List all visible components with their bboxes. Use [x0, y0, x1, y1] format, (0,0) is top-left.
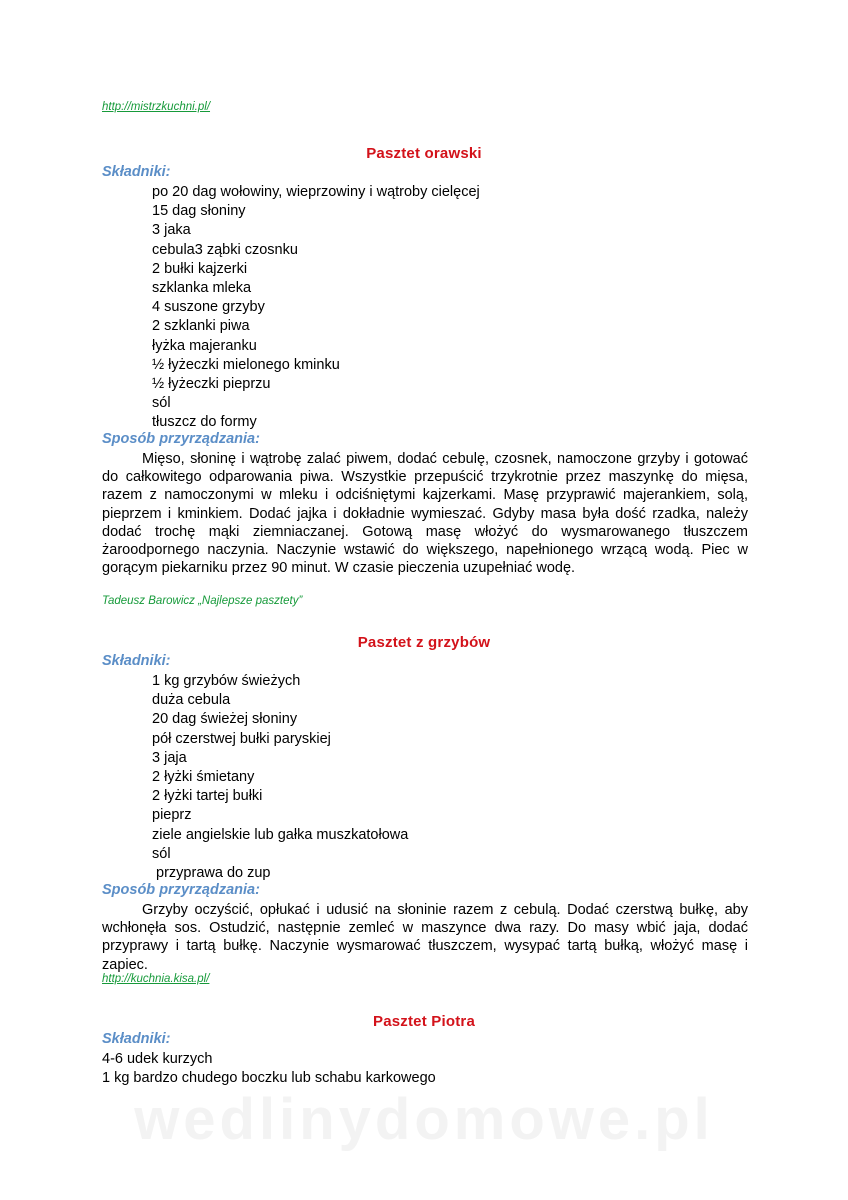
recipe-2-title: Pasztet z grzybów: [357, 634, 491, 651]
ingredient-item: 2 łyżki tartej bułki: [152, 788, 263, 805]
ingredient-item: 2 łyżki śmietany: [152, 768, 255, 785]
ingredient-item: 20 dag świeżej słoniny: [152, 711, 298, 728]
ingredient-item: pieprz: [152, 807, 192, 824]
ingredient-item: 1 kg grzybów świeżych: [152, 673, 301, 689]
ingredient-item: duża cebula: [152, 692, 231, 709]
recipe-2-method-text: Grzyby oczyścić, opłukać i udusić na słoninie razem z cebulą. Dodać czerstwą bułkę, aby wchłonęła sos. Ostudzić, następnie zemleć w maszynce dwa razy. Do masy wbić jaja, dodać przyprawy i tartą bułkę. Naczynie wysmarować tłuszczem, wysypać tartą bułką, włożyć masę i zapiec.: [102, 902, 748, 973]
recipe-2-method-label: Sposób przyrządzania:: [102, 882, 260, 898]
ingredient-item: przyprawa do zup: [152, 864, 271, 881]
ingredient-item: szklanka mleka: [152, 279, 252, 296]
ingredient-item: 4 suszone grzyby: [152, 299, 265, 316]
ingredient-item: 15 dag słoniny: [152, 203, 246, 220]
recipe-2-ingredients-label: Składniki:: [102, 653, 171, 669]
recipe-3-title: Pasztet Piotra: [373, 1013, 475, 1030]
recipe-3-ingredients-list: [102, 1050, 436, 1088]
recipe-1-method-label: Sposób przyrządzania:: [102, 431, 260, 447]
ingredient-item: pół czerstwej bułki paryskiej: [152, 730, 331, 747]
ingredient-item: po 20 dag wołowiny, wieprzowiny i wątroby cielęcej: [152, 184, 480, 200]
ingredient-item: sól: [152, 845, 171, 862]
ingredient-item: 2 bułki kajzerki: [152, 260, 248, 277]
ingredient-item: 3 jaka: [152, 222, 191, 239]
recipe-1-source: Tadeusz Barowicz „Najlepsze pasztety”: [102, 595, 303, 607]
ingredient-item: cebula3 ząbki czosnku: [152, 241, 298, 258]
ingredient-item: ½ łyżeczki pieprzu: [152, 375, 271, 392]
ingredient-item: ziele angielskie lub gałka muszkatołowa: [152, 826, 409, 843]
ingredient-item: 1 kg bardzo chudego boczku lub schabu karkowego: [102, 1070, 436, 1087]
ingredient-item: 3 jaja: [152, 749, 187, 766]
recipe-3-ingredients-label: Składniki:: [102, 1031, 171, 1047]
ingredient-item: tłuszcz do formy: [152, 414, 257, 431]
recipe-1-ingredients-label: Składniki:: [102, 164, 171, 180]
ingredient-item: 2 szklanki piwa: [152, 318, 250, 335]
ingredient-item: ½ łyżeczki mielonego kminku: [152, 356, 340, 373]
recipe-2-source-link[interactable]: http://kuchnia.kisa.pl/: [102, 973, 210, 985]
header-source-link[interactable]: http://mistrzkuchni.pl/: [102, 101, 211, 113]
ingredient-item: 4-6 udek kurzych: [102, 1051, 213, 1067]
ingredient-item: sól: [152, 395, 171, 412]
watermark: wedlinydomowe.pl: [134, 1087, 714, 1152]
recipe-1-ingredients-list: [152, 183, 480, 432]
recipe-1-title: Pasztet orawski: [366, 145, 482, 162]
ingredient-item: łyżka majeranku: [152, 337, 257, 354]
recipe-1-method-text: Mięso, słoninę i wątrobę zalać piwem, dodać cebulę, czosnek, namoczone grzyby i gotować do całkowitego odparowania piwa. Wszystkie przepuścić trzykrotnie przez maszynkę do mięsa, razem z namoczonymi w mleku i odciśniętymi kajzerkami. Masę przyprawić majerankiem, solą, pieprzem i kminkiem. Dodać jajka i dokładnie wymieszać. Gdyby masa była dość rzadka, należy dodać trochę mąki ziemniaczanej. Gotową masę włożyć do wysmarowanego tłuszczem żaroodpornego naczynia. Naczynie wstawić do większego, napełnionego wrzącą wodą. Piec w gorącym piekarniku przez 90 minut. W czasie pieczenia uzupełniać wodę.: [102, 451, 748, 577]
recipe-2-ingredients-list: [152, 672, 408, 883]
